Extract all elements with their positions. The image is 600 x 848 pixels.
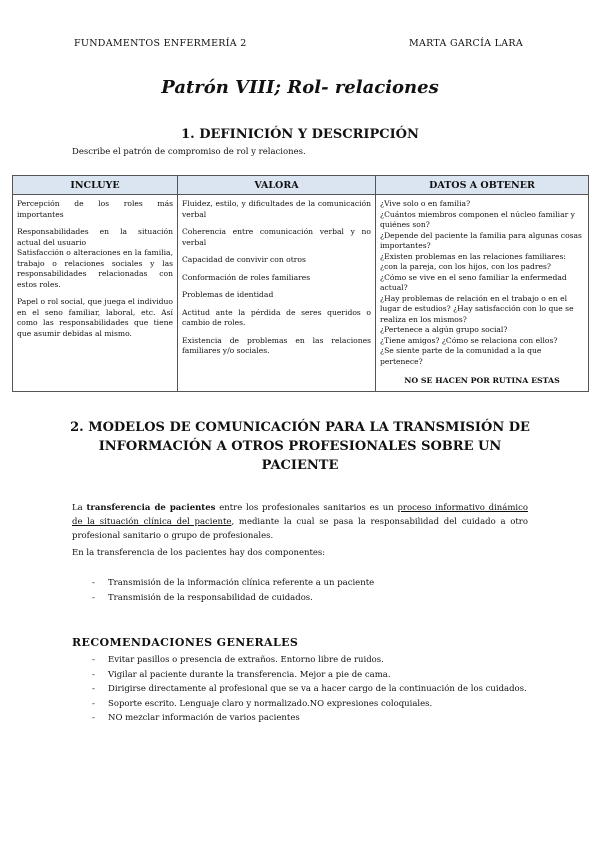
dash-bullet: - <box>92 655 95 665</box>
recommendations-title: RECOMENDACIONES GENERALES <box>72 636 299 649</box>
list-item-text: Transmisión de la información clínica referente a un paciente <box>108 578 375 588</box>
list-item <box>92 697 528 712</box>
incluye-item: Satisfacción o alteraciones en la familia, trabajo o relaciones sociales y las responsabilidades relacionadas con estos roles. <box>17 248 173 289</box>
recommendations-list <box>92 653 528 726</box>
section1-title: 1. DEFINICIÓN Y DESCRIPCIÓN <box>181 127 419 142</box>
datos-item: ¿Cuántos miembros componen el núcleo familiar y quiénes son? <box>380 209 575 229</box>
valora-item: Coherencia entre comunicación verbal y no verbal <box>182 227 371 247</box>
valora-item: Capacidad de convivir con otros <box>182 255 306 264</box>
list-item <box>92 711 528 726</box>
list-item <box>92 653 528 668</box>
dash-bullet: - <box>92 684 95 695</box>
valora-item: Actitud ante la pérdida de seres queridos o cambio de roles. <box>182 307 371 327</box>
p1-part: , mediante la cual se pasa la responsabilidad del cuidado a otro profesional sanitario o grupo de profesionales. <box>72 517 528 541</box>
valora-item: Conformación de roles familiares <box>182 272 311 282</box>
header-incluye: INCLUYE <box>13 176 178 195</box>
section2-title <box>60 418 540 475</box>
components-intro: En la transferencia de los pacientes hay dos componentes: <box>72 548 326 558</box>
list-item <box>92 576 528 591</box>
table-header-row <box>13 176 589 195</box>
list-item <box>92 668 528 683</box>
datos-cell <box>376 195 589 392</box>
p1-underlined-term: proceso informativo dinámico de la situación clínica del paciente <box>72 503 529 527</box>
datos-item: ¿Depende del paciente la familia para algunas cosas importantes? <box>380 230 582 250</box>
dash-bullet: - <box>92 713 95 724</box>
dash-bullet: - <box>92 592 95 603</box>
datos-item: ¿Vive solo o en familia? <box>380 199 471 208</box>
routine-note: NO SE HACEN POR RUTINA ESTAS <box>404 376 560 385</box>
incluye-item: Percepción de los roles más importantes <box>17 199 173 219</box>
datos-item: ¿Existen problemas en las relaciones familiares: ¿con la pareja, con los hijos, con los padres? <box>380 251 566 271</box>
datos-item: ¿Se siente parte de la comunidad a la que pertenece? <box>380 346 542 366</box>
p1-part: entre los profesionales sanitarios es un <box>215 503 398 513</box>
valora-item: Fluidez, estilo, y dificultades de la comunicación verbal <box>182 199 371 219</box>
valora-item: Existencia de problemas en las relaciones familiares y/o sociales. <box>182 335 371 355</box>
datos-item: ¿Tiene amigos? ¿Cómo se relaciona con ellos? <box>380 335 558 345</box>
list-item-text: Soporte escrito. Lenguaje claro y normalizado.NO expresiones coloquiales. <box>108 698 433 709</box>
page-title: Patrón VIII; Rol- relaciones <box>161 77 439 98</box>
dash-bullet: - <box>92 698 95 709</box>
header-author: MARTA GARCÍA LARA <box>408 38 523 49</box>
section2-title-line2: INFORMACIÓN A OTROS PROFESIONALES SOBRE UN PACIENTE <box>98 439 502 473</box>
incluye-cell <box>13 195 178 392</box>
list-item-text: Transmisión de la responsabilidad de cuidados. <box>108 592 313 603</box>
list-item-text: Evitar pasillos o presencia de extraños. Entorno libre de ruidos. <box>108 655 384 665</box>
dash-bullet: - <box>92 578 95 588</box>
incluye-item: Papel o rol social, que juega el individuo en el seno familiar, laboral, etc. Así como las responsabilidades que tiene que asumir debidas al mismo. <box>17 297 173 338</box>
datos-item: ¿Pertenece a algún grupo social? <box>380 325 508 334</box>
list-item <box>92 682 528 697</box>
components-list <box>92 576 528 605</box>
transfer-definition <box>72 501 528 543</box>
p1-part: La <box>72 503 87 513</box>
section1-description: Describe el patrón de compromiso de rol y relaciones. <box>72 147 306 157</box>
list-item-text: Vigilar al paciente durante la transferencia. Mejor a pie de cama. <box>108 669 391 680</box>
pattern-table <box>12 175 589 392</box>
datos-item: ¿Cómo se vive en el seno familiar la enfermedad actual? <box>380 272 567 292</box>
valora-item: Problemas de identidad <box>182 290 274 299</box>
header-datos: DATOS A OBTENER <box>376 176 589 195</box>
header-valora: VALORA <box>178 176 376 195</box>
section2-title-line1: 2. MODELOS DE COMUNICACIÓN PARA LA TRANSMISIÓN DE <box>70 420 530 435</box>
list-item <box>92 591 528 606</box>
dash-bullet: - <box>92 669 95 680</box>
table-body-row <box>13 195 589 392</box>
p1-bold-term: transferencia de pacientes <box>86 503 216 513</box>
valora-cell <box>178 195 376 392</box>
list-item-text: Dirigirse directamente al profesional que se va a hacer cargo de la continuación de los cuidados. <box>108 684 527 695</box>
list-item-text: NO mezclar información de varios pacientes <box>108 713 300 724</box>
incluye-item: Responsabilidades en la situación actual del usuario <box>17 227 173 247</box>
header-subject: FUNDAMENTOS ENFERMERÍA 2 <box>74 38 247 49</box>
datos-item: ¿Hay problemas de relación en el trabajo o en el lugar de estudios? ¿Hay satisfacción con lo que se realiza en los mismos? <box>380 293 574 324</box>
